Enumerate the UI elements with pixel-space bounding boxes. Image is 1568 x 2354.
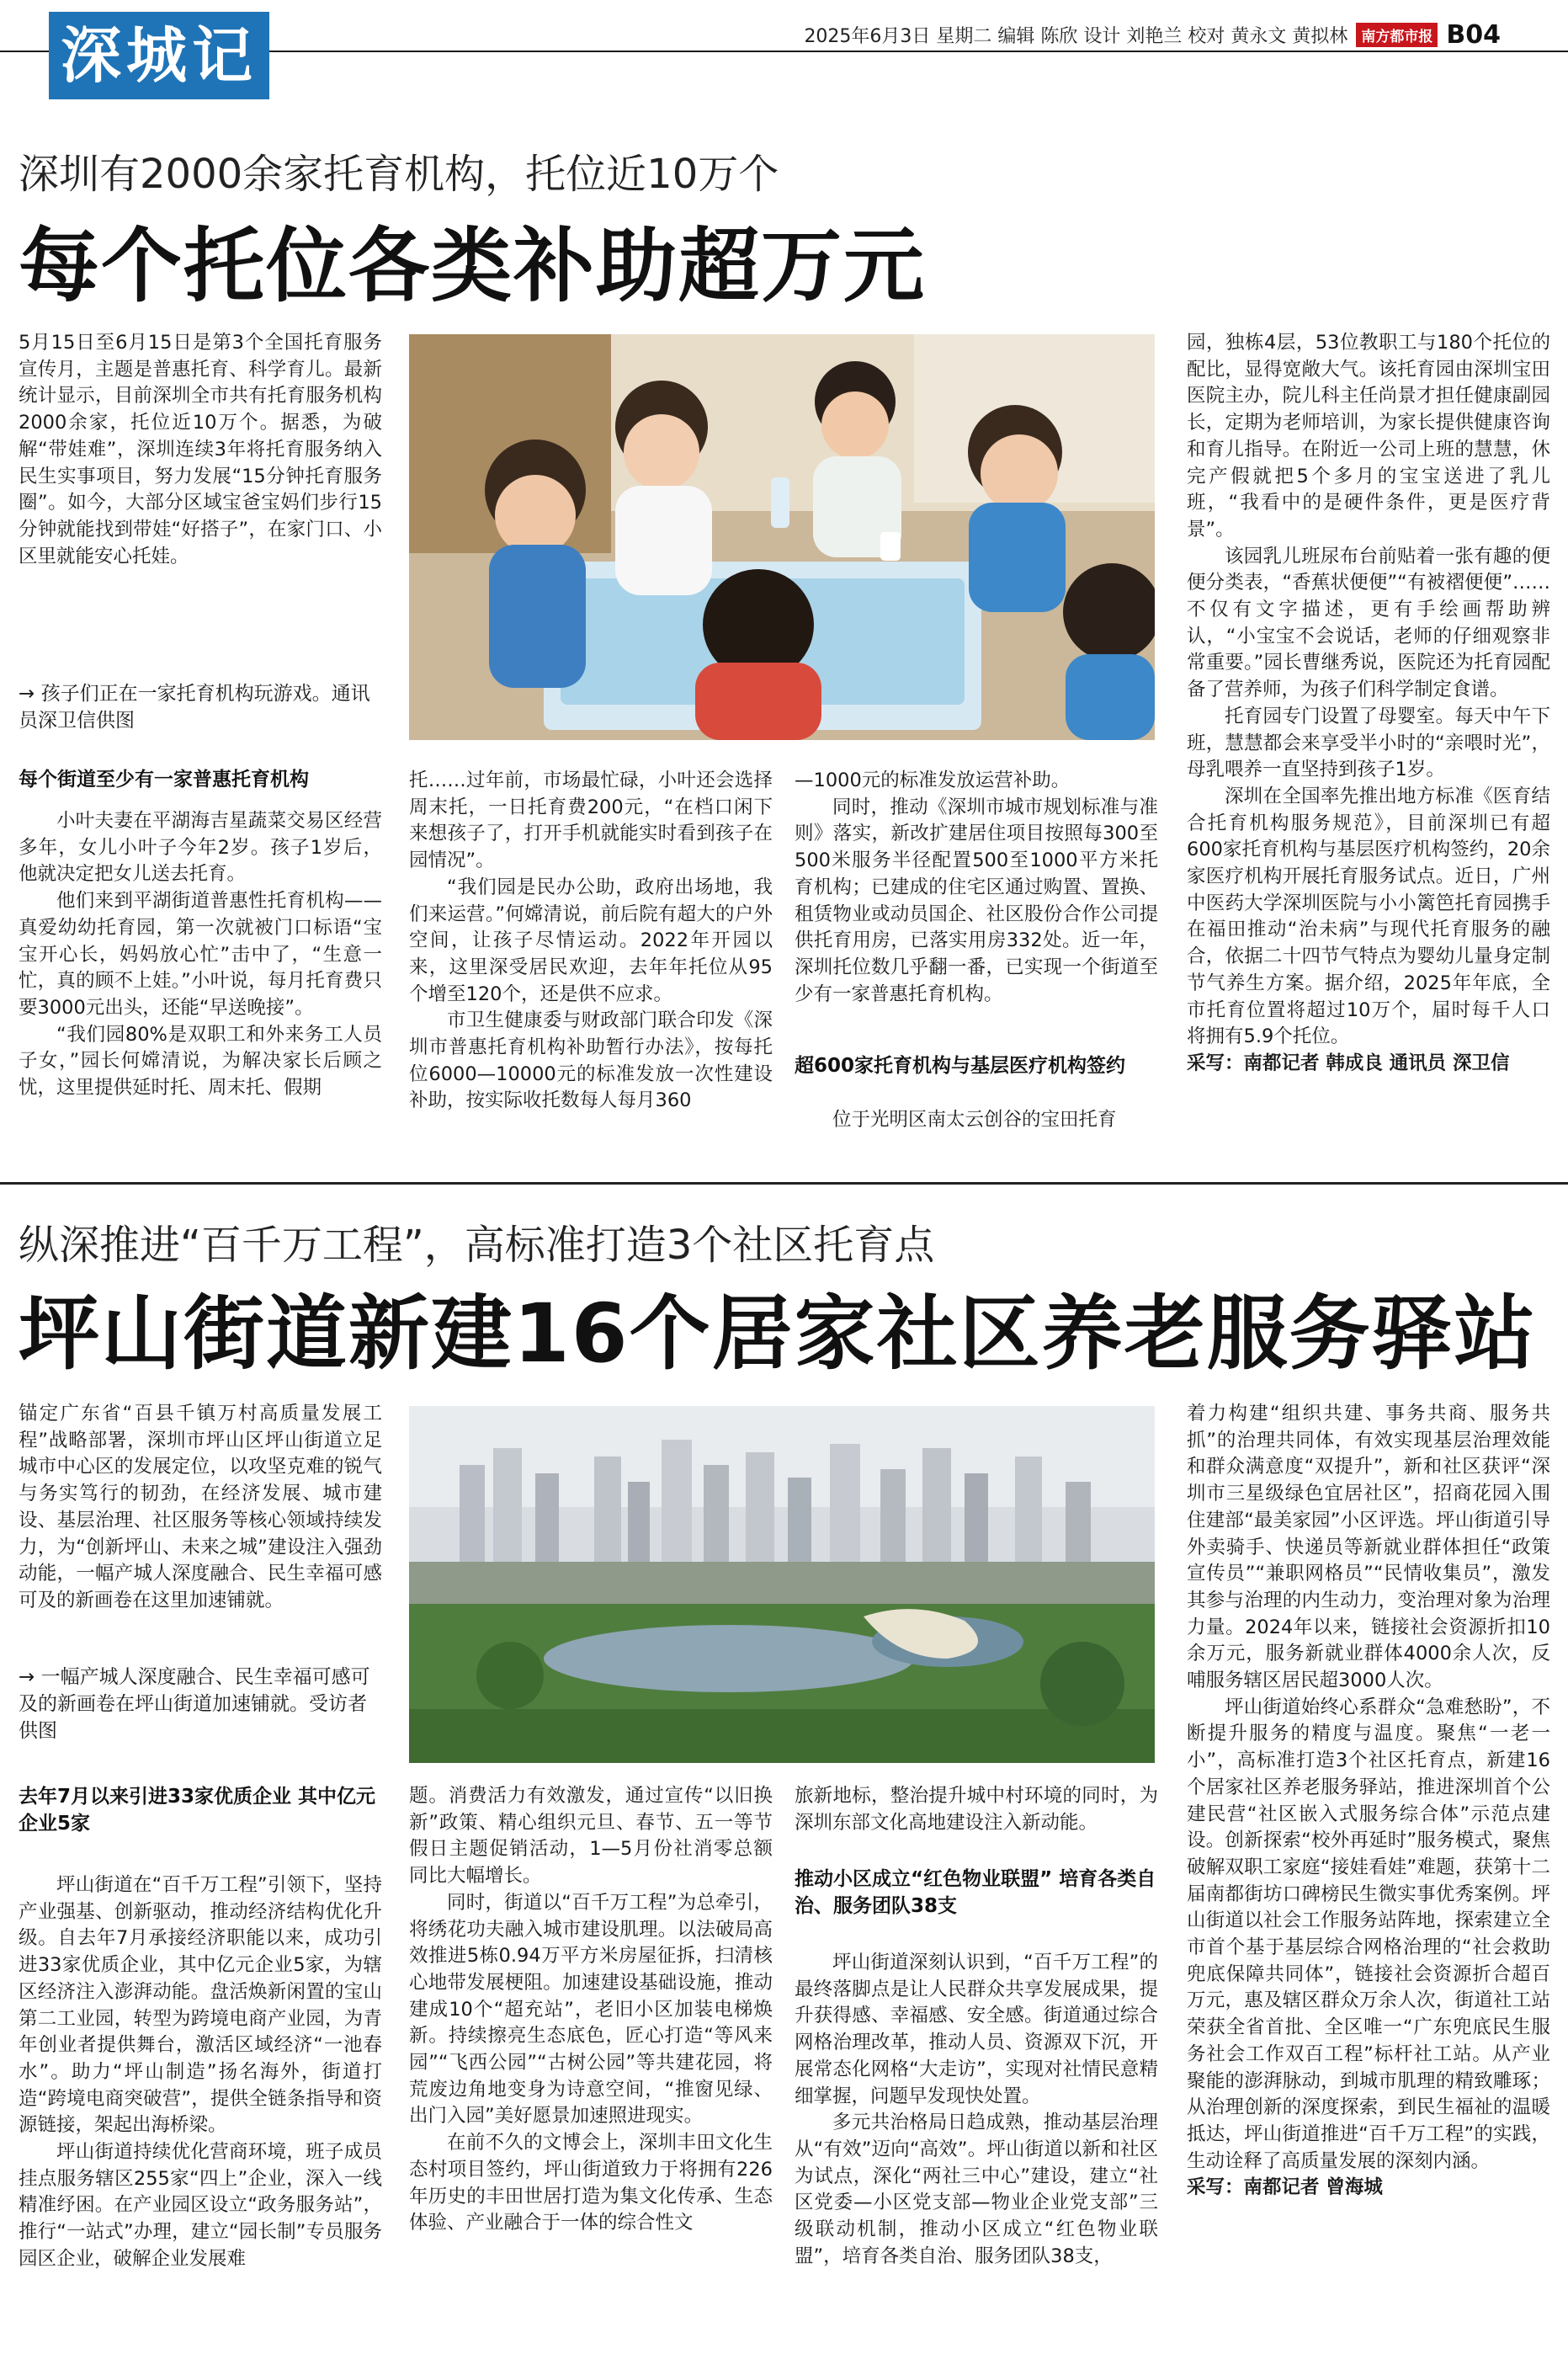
masthead-logo: 南方都市报 xyxy=(1356,23,1438,47)
article2-subhead-2: 推动小区成立“红色物业联盟” 培育各类自治、服务团队38支 xyxy=(795,1868,1156,1917)
article2-kicker: 纵深推进“百千万工程”，高标准打造3个社区托育点 xyxy=(19,1222,935,1269)
header-meta xyxy=(804,20,1501,50)
article-divider xyxy=(0,1182,1568,1185)
article1-col4: 园，独栋4层，53位教职工与180个托位的配比，显得宽敞大气。该托育园由深圳宝田医院主办，院儿科主任尚景才担任健康副园长，定期为老师培训，为家长提供健康咨询和育儿指导。在附近一公司上班的慧慧，休完产假就把5个多月的宝宝送进了乳儿班，“我看中的是硬件条件，更是医疗背景”。 该园乳儿班尿布台前贴着一张有趣的便便分类表，“香蕉状便便”“有被褶便便”……不仅有文字描述，更有手绘画帮助辨认，“小宝宝不会说话，老师的仔细观察非常重要。”园长曹继秀说，医院还为托育园配备了营养师，为孩子们科学制定食谱。 托育园专门设置了母婴室。每天中午下班，慧慧都会来享受半小时的“亲喂时光”，母乳喂养一直坚持到孩子1岁。 深圳在全国率先推出地方标准《医育结合托育机构服务规范》，目前深圳已有超600家托育机构与基层医疗机构签约，20余家医疗机构开展托育服务试点。近日，广州中医药大学深圳医院与小小篱笆托育园携手在福田推动“治未病”与现代托育服务的融合，依据二十四节气特点为婴幼儿量身定制节气养生方案。据介绍，2025年年底，全市托育位置将超过10万个，届时每千人口将拥有5.9个托位。 采写：南都记者 韩成良 通讯员 深卫信 xyxy=(1187,330,1550,1078)
issue-meta: 2025年6月3日 星期二 编辑 陈欣 设计 刘艳兰 校对 黄永文 黄拟林 xyxy=(804,26,1348,47)
article1-lead: 5月15日至6月15日是第3个全国托育服务宣传月，主题是普惠托育、科学育儿。最新统计显示，目前深圳全市共有托育服务机构2000余家，托位近10万个。据悉，为破解“带娃难”，深圳连续3年将托育服务纳入民生实事项目，努力发展“15分钟托育服务圈”。如今，大部分区域宝爸宝妈们步行15分钟就能找到带娃“好搭子”，在家门口、小区里就能安心托娃。 xyxy=(19,332,382,567)
article2-headline: 坪山街道新建16个居家社区养老服务驿站 xyxy=(19,1286,1537,1381)
article1-col3: —1000元的标准发放运营补助。 同时，推动《深圳市城市规划标准与准则》落实，新改扩建居住项目按照每300至500米服务半径配置500至1000平方米托育机构；已建成的住宅区通过购置、置换、租赁物业或动员国企、社区股份合作公司提供托育用房，已落实用房332处。近一年，深圳托位数几乎翻一番，已实现一个街道至少有一家普惠托育机构。 xyxy=(795,770,1158,1005)
article1-headline: 每个托位各类补助超万元 xyxy=(19,219,926,313)
article2-col1: 坪山街道在“百千万工程”引领下，坚持产业强基、创新驱动，推动经济结构优化升级。自去年7月承接经济职能以来，成功引进33家优质企业，其中亿元企业5家，为辖区经济注入澎湃动能。盘活焕新闲置的宝山第二工业园，转型为跨境电商产业园，为青年创业者提供舞台，激活区域经济“一池春水”。助力“坪山制造”扬名海外，街道打造“跨境电商突破营”，提供全链条指导和资源链接，架起出海桥梁。 坪山街道持续优化营商环境，班子成员挂点服务辖区255家“四上”企业，深入一线精准纾困。在产业园区设立“政务服务站”，推行“一站式”办理，建立“园长制”专员服务园区企业，破解企业发展难 xyxy=(19,1874,382,2270)
article1-col1: 小叶夫妻在平湖海吉星蔬菜交易区经营多年，女儿小叶子今年2岁。孩子1岁后，他就决定把女儿送去托育。 他们来到平湖街道普惠性托育机构——真爱幼幼托育园，第一次就被门口标语“宝宝开心长，妈妈放心忙”击中了，“生意一忙，真的顾不上娃。”小叶说，每月托育费只要3000元出头，还能“早送晚接”。 “我们园80%是双职工和外来务工人员子女，”园长何嫦清说，为解决家长后顾之忧，这里提供延时托、周末托、假期 xyxy=(19,810,382,1100)
section-logo: 深城记 xyxy=(49,12,269,99)
article2-col3: 旅新地标，整治提升城中村环境的同时，为深圳东部文化高地建设注入新动能。 xyxy=(795,1785,1158,1834)
article2-col3b: 坪山街道深刻认识到，“百千万工程”的最终落脚点是让人民群众共享发展成果，提升获得感、幸福感、安全感。街道通过综合网格治理改革，推动人员、资源双下沉，开展常态化网格“大走访”，实现对社情民意精细掌握，问题早发现快处置。 多元共治格局日趋成熟，推动基层治理从“有效”迈向“高效”。坪山街道以新和社区为试点，深化“两社三中心”建设，建立“社区党委—小区党支部—物业企业党支部”三级联动机制，推动小区成立“红色物业联盟”，培育各类自治、服务团队38支， xyxy=(795,1952,1158,2267)
article1-byline: 采写：南都记者 韩成良 通讯员 深卫信 xyxy=(1187,1052,1510,1074)
aerial-photo-art xyxy=(409,1406,1155,1763)
children-photo-art xyxy=(409,334,1155,740)
article1-col2: 托……过年前，市场最忙碌，小叶还会选择周末托，一日托育费200元，“在档口闲下来想孩子了，打开手机就能实时看到孩子在园情况”。 “我们园是民办公助，政府出场地，我们来运营。”何嫦清说，前后院有超大的户外空间，让孩子尽情运动。2022年开园以来，这里深受居民欢迎，去年年托位从95个增至120个，还是供不应求。 市卫生健康委与财政部门联合印发《深圳市普惠托育机构补助暂行办法》，按每托位6000—10000元的标准发放一次性建设补助，按实际收托数每人每月360 xyxy=(409,770,773,1112)
article1-subhead-1: 每个街道至少有一家普惠托育机构 xyxy=(19,769,309,791)
page-number: B04 xyxy=(1446,20,1501,50)
pingshan-aerial-photo xyxy=(409,1406,1155,1763)
article2-subhead-1: 去年7月以来引进33家优质企业 其中亿元企业5家 xyxy=(19,1786,376,1835)
article2-caption: → 一幅产城人深度融合、民生幸福可感可及的新画卷在坪山街道加速铺就。受访者供图 xyxy=(19,1666,370,1742)
article2-col2: 题。消费活力有效激发，通过宣传“以旧换新”政策、精心组织元旦、春节、五一等节假日主题促销活动，1—5月份社消零总额同比大幅增长。 同时，街道以“百千万工程”为总牵引，将绣花功夫融入城市建设肌理。以法破局高效推进5栋0.94万平方米房屋征拆，扫清核心地带发展梗阻。加速建设基础设施，推动建成10个“超充站”，老旧小区加装电梯焕新。持续擦亮生态底色，匠心打造“等风来园”“飞西公园”“古树公园”等共建花园，将荒废边角地变身为诗意空间，“推窗见绿、出门入园”美好愿景加速照进现实。 在前不久的文博会上，深圳丰田文化生态村项目签约，坪山街道致力于将拥有226年历史的丰田世居打造为集文化传承、生态体验、产业融合于一体的综合性文 xyxy=(409,1785,773,2234)
article1-caption: → 孩子们正在一家托育机构玩游戏。通讯员深卫信供图 xyxy=(19,683,370,732)
article1-kicker: 深圳有2000余家托育机构，托位近10万个 xyxy=(19,151,779,198)
children-playing-photo xyxy=(409,334,1155,740)
article2-col4: 着力构建“组织共建、事务共商、服务共抓”的治理共同体，有效实现基层治理效能和群众满意度“双提升”，新和社区获评“深圳市三星级绿色宜居社区”，招商花园入围住建部“最美家园”小区评选。坪山街道引导外卖骑手、快递员等新就业群体担任“政策宣传员”“兼职网格员”“民情收集员”，激发其参与治理的内生动力，变治理对象为治理力量。2024年以来，链接社会资源折扣10余万元，服务新就业群体4000余人次，反哺服务辖区居民超3000人次。 坪山街道始终心系群众“急难愁盼”，不断提升服务的精度与温度。聚焦“一老一小”，高标准打造3个社区托育点，新建16个居家社区养老服务驿站，推进深圳首个公建民营“社区嵌入式服务综合体”示范点建设。创新探索“校外再延时”服务模式，聚焦破解双职工家庭“接娃看娃”难题，获第十二届南都街坊口碑榜民生微实事优秀案例。坪山街道以社会工作服务站阵地，探索建立全市首个基于基层综合网格治理的“社会救助兜底保障共同体”，链接社会资源折合超百万元，惠及辖区群众万余人次，街道社工站荣获全省首批、全区唯一“广东兜底民生服务社会工作双百工程”标杆社工站。从产业聚能的澎湃脉动，到城市肌理的精致雕琢；从治理创新的深度探索，到民生福祉的温暖抵达，坪山街道推进“百千万工程”的实践，生动诠释了高质量发展的深刻内涵。 采写：南都记者 曾海城 xyxy=(1187,1401,1550,2202)
article1-col3b: 位于光明区南太云创谷的宝田托育 xyxy=(832,1109,1117,1131)
article2-lead: 锚定广东省“百县千镇万村高质量发展工程”战略部署，深圳市坪山区坪山街道立足城市中心区的发展定位，以攻坚克难的锐气与务实笃行的韧劲，在经济发展、城市建设、基层治理、社区服务等核心领域持续发力，为“创新坪山、未来之城”建设注入强劲动能，一幅产城人深度融合、民生幸福可感可及的新画卷在这里加速铺就。 xyxy=(19,1403,382,1611)
article1-subhead-2: 超600家托育机构与基层医疗机构签约 xyxy=(795,1055,1126,1077)
article2-byline: 采写：南都记者 曾海城 xyxy=(1187,2176,1383,2199)
